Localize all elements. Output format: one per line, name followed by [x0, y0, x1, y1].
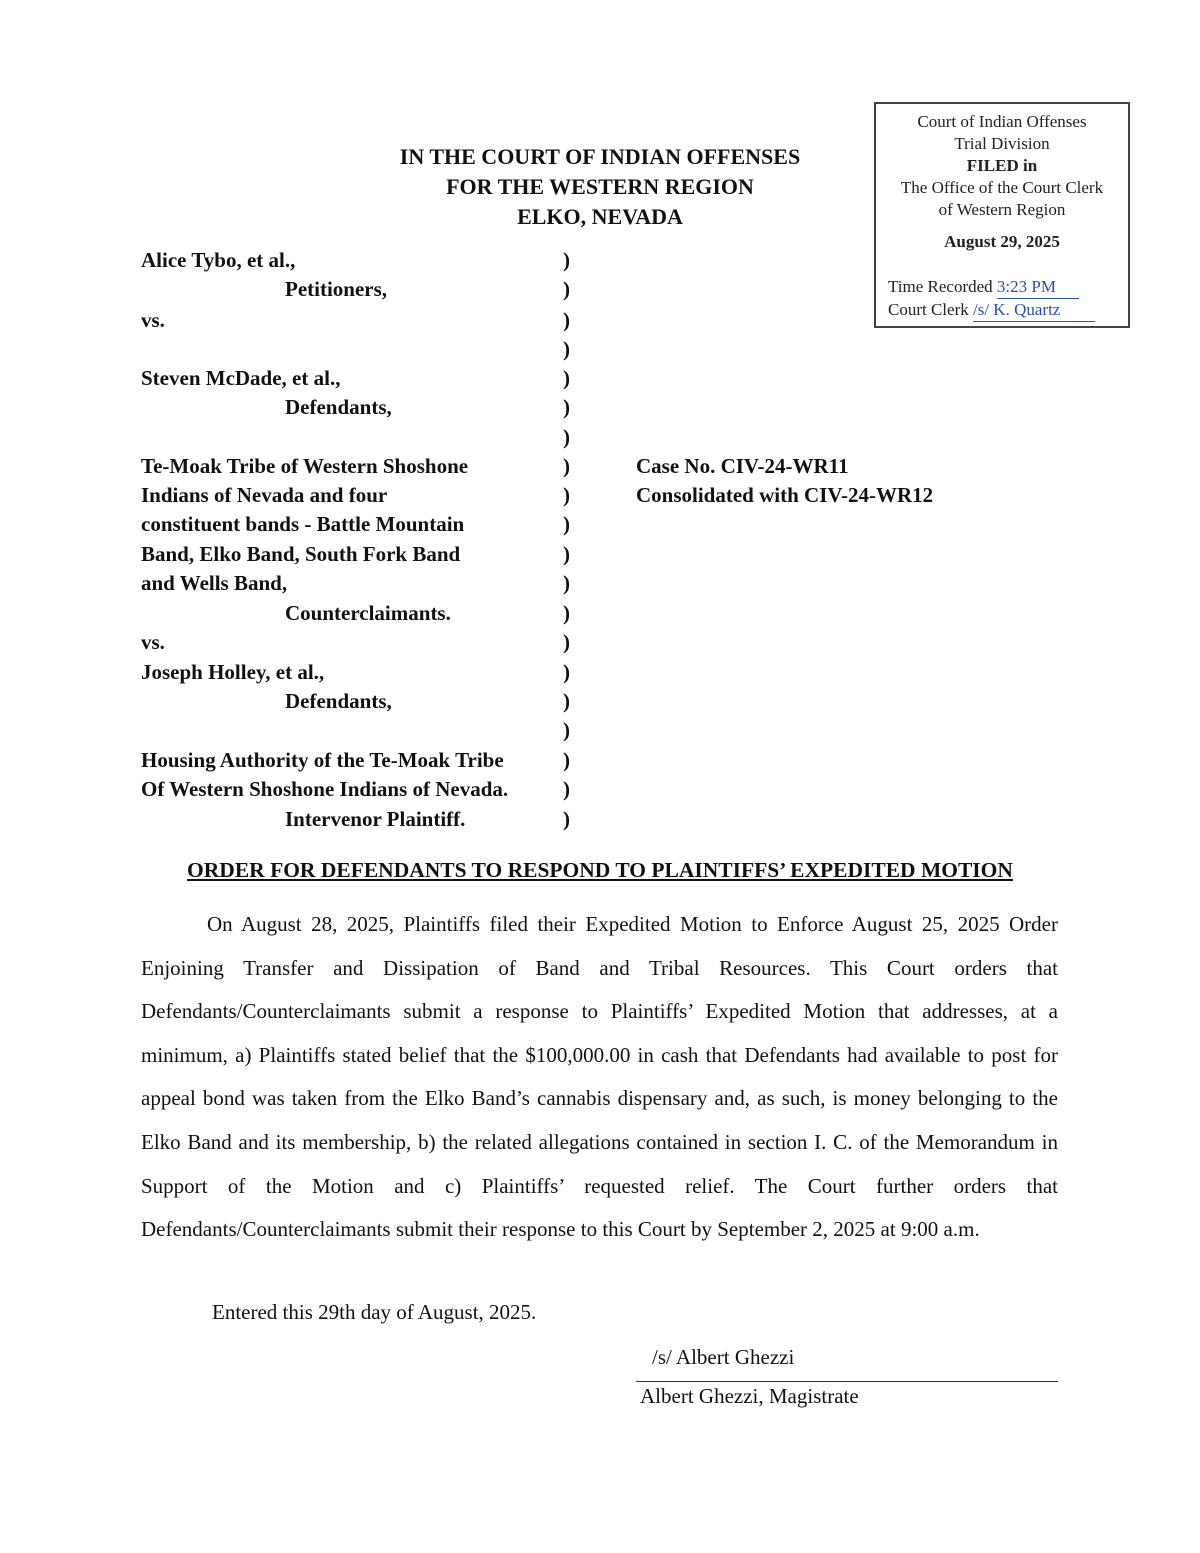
stamp-line: of Western Region [938, 200, 1066, 219]
caption-counter-line: constituent bands - Battle Mountain [141, 512, 465, 536]
caption-paren: ) [563, 542, 570, 566]
caption-paren: ) [563, 660, 570, 684]
signer-name: Albert Ghezzi, Magistrate [640, 1384, 859, 1408]
order-body: On August 28, 2025, Plaintiffs filed their Expedited Motion to Enforce August 25, 2025 Order Enjoining Transfer and Dissipation of Band and Tribal Resources. This Court orders that Defendants/Counterclaimants submit a response to Plaintiffs’ Expedited Motion that addresses, at a minimum, a) Plaintiffs stated belief that the $100,000.00 in cash that Defendants had available to post for appeal bond was taken from the Elko Band’s cannabis dispensary and, as such, is money belonging to the Elko Band and its membership, b) the related allegations contained in section I. C. of the Memorandum in Support of the Motion and c) Plaintiffs’ requested relief. The Court further orders that Defendants/Counterclaimants submit their response to this Court by September 2, 2025 at 9:00 a.m. [141, 912, 1058, 1242]
caption-paren: ) [563, 807, 570, 831]
caption-paren: ) [563, 689, 570, 713]
caption-intervenor-line: Housing Authority of the Te-Moak Tribe [141, 748, 504, 772]
stamp-clerk-value: /s/ K. Quartz [973, 299, 1095, 322]
caption-defendants: Joseph Holley, et al., [141, 660, 325, 684]
caption-intervenor-role: Intervenor Plaintiff. [285, 807, 466, 831]
caption-vs: vs. [141, 308, 165, 332]
caption-counter-line: Indians of Nevada and four [141, 483, 388, 507]
stamp-line: The Office of the Court Clerk [900, 178, 1104, 197]
caption-paren: ) [563, 748, 570, 772]
caption-petitioners: Alice Tybo, et al., [141, 248, 296, 272]
stamp-line: Trial Division [954, 134, 1050, 153]
caption-defendants-role: Defendants, [285, 689, 392, 713]
entered-date: Entered this 29th day of August, 2025. [212, 1300, 537, 1324]
caption-paren: ) [563, 483, 570, 507]
signature: /s/ Albert Ghezzi [652, 1345, 795, 1369]
stamp-time-value: 3:23 PM [997, 276, 1079, 299]
stamp-clerk-row [888, 299, 1095, 322]
stamp-date: August 29, 2025 [944, 232, 1060, 251]
filing-stamp [874, 102, 1130, 328]
caption-paren: ) [563, 718, 570, 742]
caption-paren: ) [563, 777, 570, 801]
caption-paren: ) [563, 512, 570, 536]
caption-vs: vs. [141, 630, 165, 654]
stamp-time-row [888, 276, 1079, 299]
stamp-line: FILED in [966, 156, 1038, 175]
stamp-clerk-label: Court Clerk [888, 300, 969, 319]
caption-paren: ) [563, 601, 570, 625]
stamp-time-label: Time Recorded [888, 277, 993, 296]
heading-line: FOR THE WESTERN REGION [446, 174, 754, 199]
consolidated-case: Consolidated with CIV-24-WR12 [636, 483, 934, 507]
caption-paren: ) [563, 337, 570, 361]
caption-paren: ) [563, 425, 570, 449]
caption-paren: ) [563, 277, 570, 301]
caption-intervenor-line: Of Western Shoshone Indians of Nevada. [141, 777, 509, 801]
caption-paren: ) [563, 248, 570, 272]
order-title: ORDER FOR DEFENDANTS TO RESPOND TO PLAINTIFFS’ EXPEDITED MOTION [187, 858, 1013, 882]
stamp-line: Court of Indian Offenses [917, 112, 1087, 131]
caption-paren: ) [563, 454, 570, 478]
caption-counter-role: Counterclaimants. [285, 601, 451, 625]
caption-paren: ) [563, 308, 570, 332]
caption-petitioners-role: Petitioners, [285, 277, 388, 301]
caption-paren: ) [563, 630, 570, 654]
caption-paren: ) [563, 571, 570, 595]
caption-paren: ) [563, 395, 570, 419]
caption-counter-line: Band, Elko Band, South Fork Band [141, 542, 461, 566]
caption-counter-line: Te-Moak Tribe of Western Shoshone [141, 454, 469, 478]
caption-defendants: Steven McDade, et al., [141, 366, 341, 390]
case-number: Case No. CIV-24-WR11 [636, 454, 849, 478]
heading-line: IN THE COURT OF INDIAN OFFENSES [399, 144, 801, 169]
court-heading [300, 142, 900, 232]
caption-counter-line: and Wells Band, [141, 571, 288, 595]
heading-line: ELKO, NEVADA [517, 204, 683, 229]
caption-paren: ) [563, 366, 570, 390]
caption-defendants-role: Defendants, [285, 395, 392, 419]
signature-line [636, 1381, 1058, 1382]
